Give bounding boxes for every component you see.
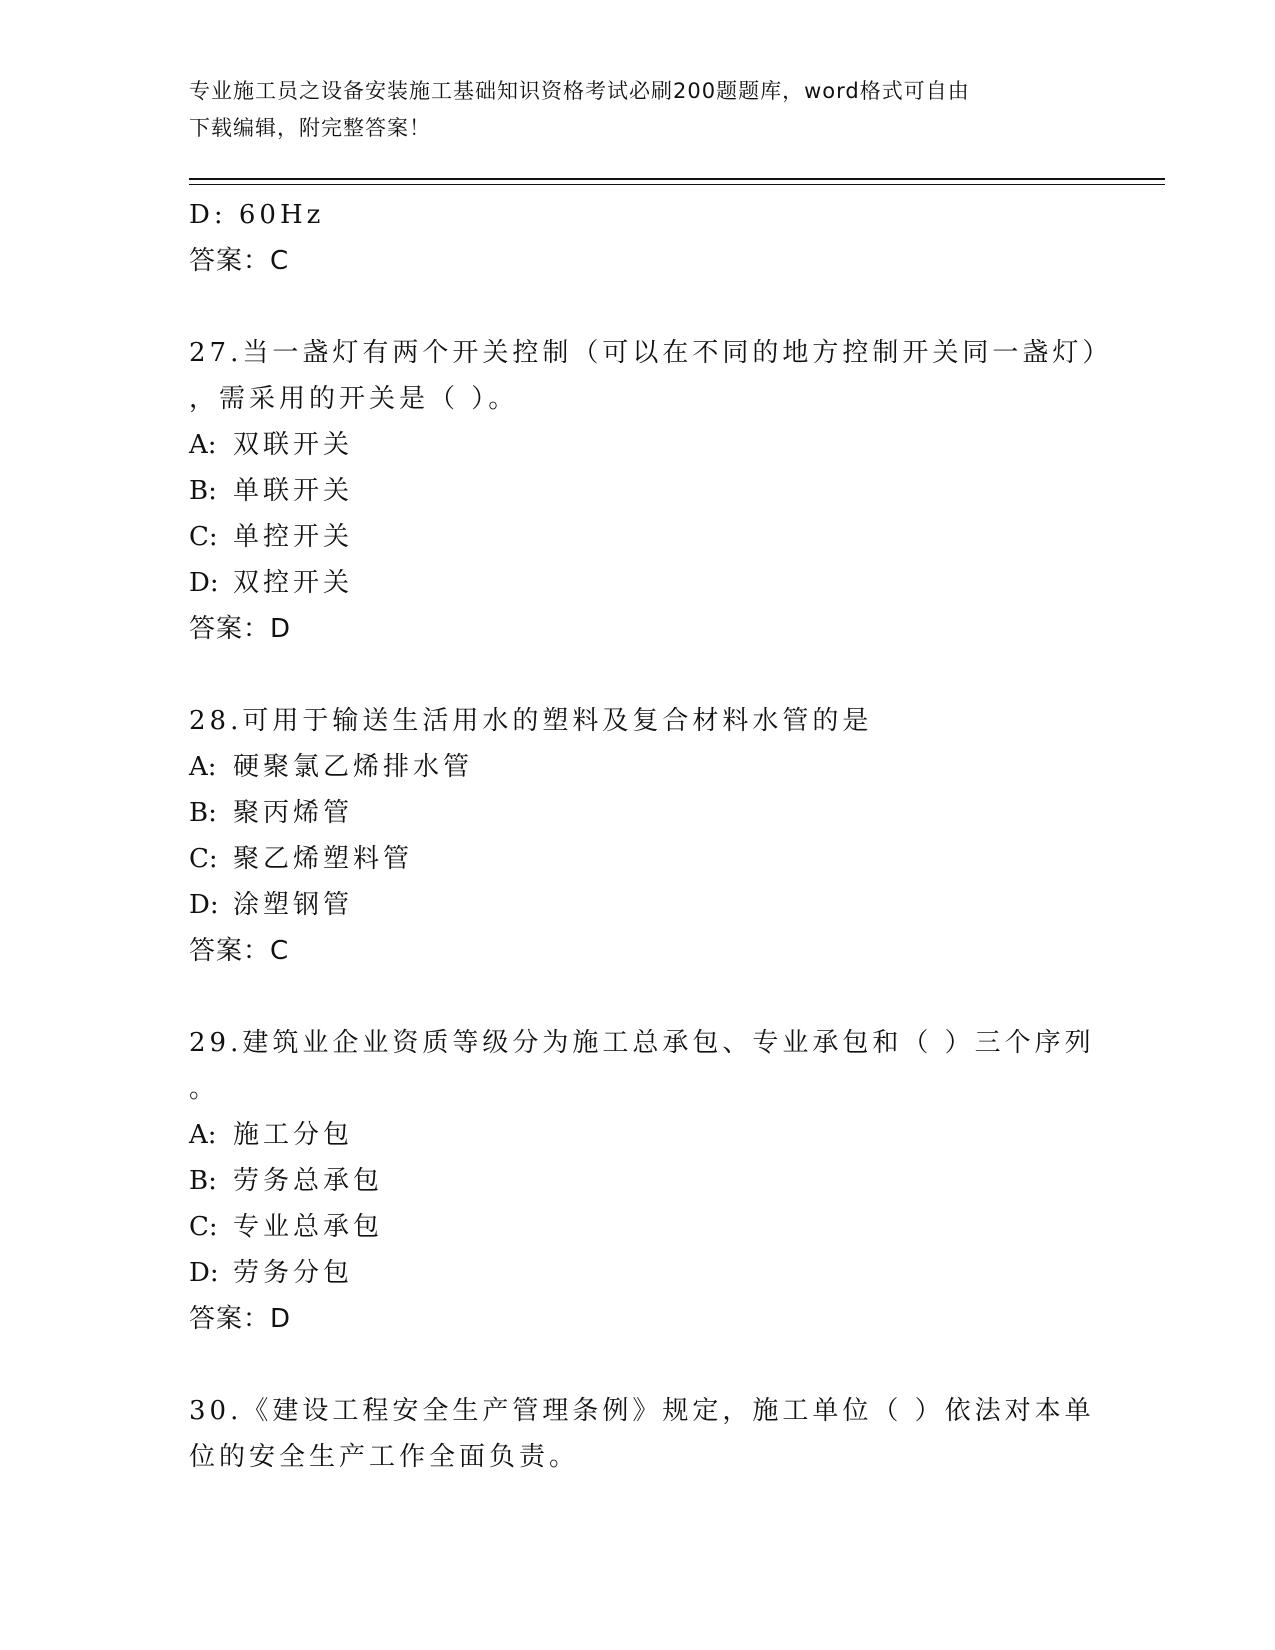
- option-text: 专业总承包: [233, 1212, 384, 1242]
- question-stem: 29.建筑业企业资质等级分为施工总承包、专业承包和（ ）三个序列: [189, 1028, 1095, 1058]
- option-text: 劳务分包: [233, 1258, 354, 1288]
- option-label: D:: [189, 1258, 219, 1288]
- option-d: [189, 560, 1169, 606]
- option-d: [189, 1250, 1169, 1296]
- option-text: 涂塑钢管: [233, 890, 354, 920]
- option-text: 双控开关: [233, 568, 354, 598]
- answer: 答案：C: [189, 936, 290, 966]
- option-label: C:: [189, 844, 218, 874]
- question-stem-cont: 。: [189, 1074, 220, 1104]
- option-label: B:: [189, 476, 217, 506]
- option-b: [189, 1158, 1169, 1204]
- option-label: D:: [189, 568, 219, 598]
- question-27: [189, 330, 1169, 652]
- option-text: 双联开关: [233, 430, 354, 460]
- option-c: [189, 1204, 1169, 1250]
- option-d: D: 60Hz: [189, 200, 325, 230]
- question-30: [189, 1388, 1169, 1480]
- answer: 答案：C: [189, 246, 290, 276]
- option-a: [189, 422, 1169, 468]
- option-text: 施工分包: [233, 1120, 354, 1150]
- option-text: 聚丙烯管: [233, 798, 354, 828]
- option-label: A:: [189, 752, 217, 782]
- question-28: [189, 698, 1169, 974]
- option-text: 硬聚氯乙烯排水管: [233, 752, 474, 782]
- option-text: 单联开关: [233, 476, 354, 506]
- document-body: [189, 192, 1169, 1526]
- question-stem: 28.可用于输送生活用水的塑料及复合材料水管的是: [189, 706, 873, 736]
- option-c: [189, 836, 1169, 882]
- question-stem: 30.《建设工程安全生产管理条例》规定，施工单位（ ）依法对本单: [189, 1396, 1095, 1426]
- question-stem-cont: ，需采用的开关是（ ）。: [189, 384, 519, 414]
- option-b: [189, 790, 1169, 836]
- option-text: 单控开关: [233, 522, 354, 552]
- header-rule-thick: [189, 178, 1165, 180]
- option-label: B:: [189, 1166, 217, 1196]
- answer: 答案：D: [189, 1304, 292, 1334]
- option-c: [189, 514, 1169, 560]
- question-stem-cont: 位的安全生产工作全面负责。: [189, 1442, 580, 1472]
- option-b: [189, 468, 1169, 514]
- document-header: [189, 73, 1089, 147]
- option-text: 劳务总承包: [233, 1166, 384, 1196]
- option-a: [189, 744, 1169, 790]
- option-label: C:: [189, 522, 218, 552]
- option-label: D:: [189, 890, 219, 920]
- option-label: C:: [189, 1212, 218, 1242]
- option-text: 聚乙烯塑料管: [233, 844, 414, 874]
- header-line-1: 专业施工员之设备安装施工基础知识资格考试必刷200题题库，word格式可自由: [189, 79, 970, 103]
- question-29: [189, 1020, 1169, 1342]
- option-a: [189, 1112, 1169, 1158]
- option-label: A:: [189, 1120, 217, 1150]
- header-line-2: 下载编辑，附完整答案！: [189, 116, 431, 140]
- option-d: [189, 882, 1169, 928]
- header-rule-thin: [189, 184, 1165, 185]
- answer: 答案：D: [189, 614, 292, 644]
- option-label: A:: [189, 430, 217, 460]
- question-26-tail: [189, 192, 1169, 284]
- question-stem: 27.当一盏灯有两个开关控制（可以在不同的地方控制开关同一盏灯）: [189, 338, 1113, 368]
- option-label: B:: [189, 798, 217, 828]
